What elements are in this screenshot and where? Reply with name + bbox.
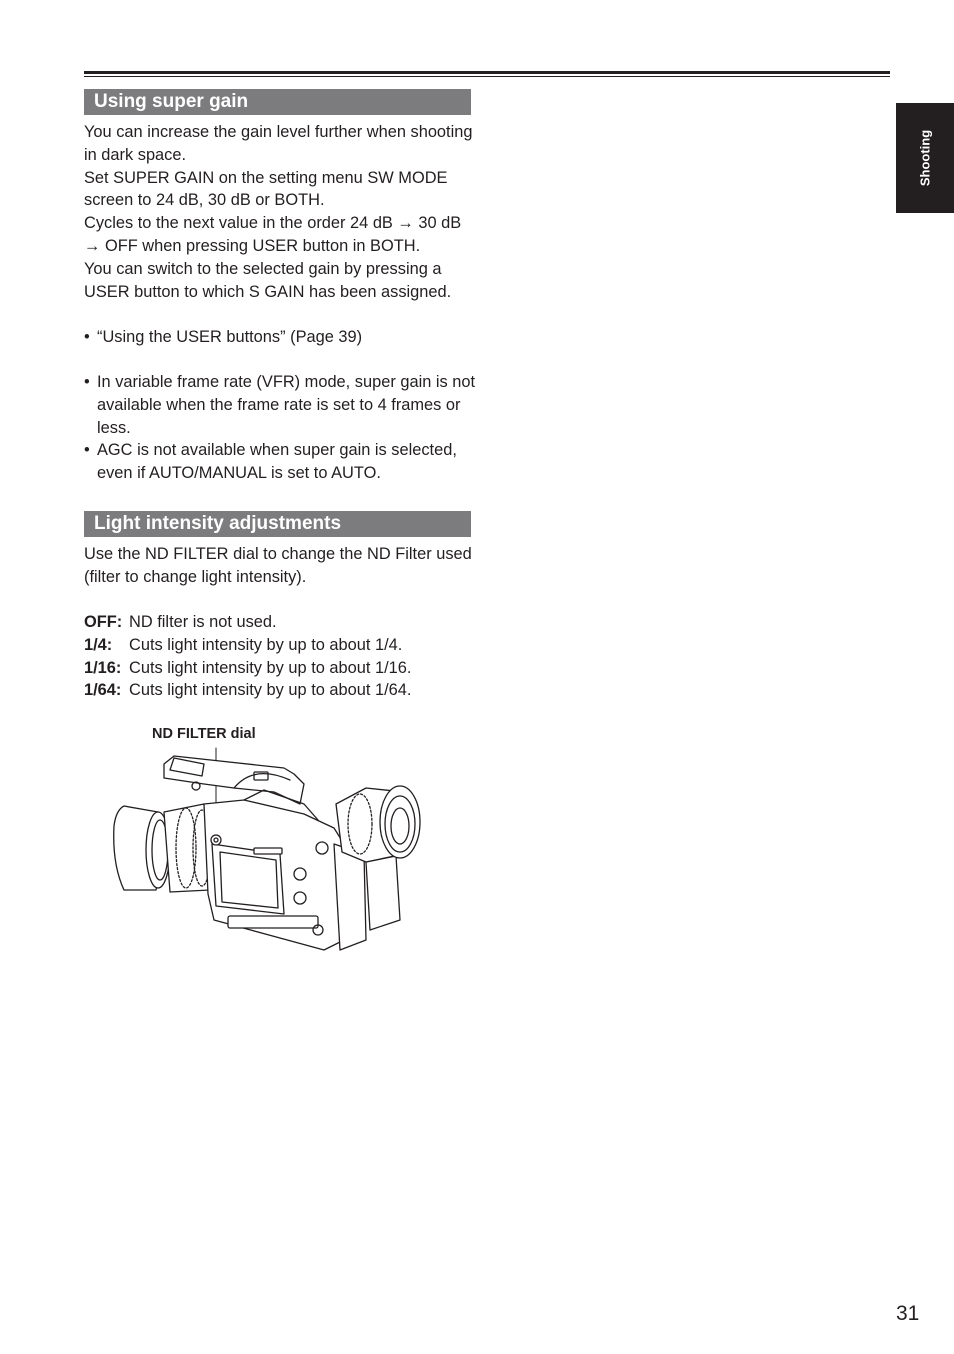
body-paragraph: Use the ND FILTER dial to change the ND Filter used (filter to change light intensity). <box>84 545 472 586</box>
setting-row <box>84 657 484 680</box>
chapter-tab <box>896 103 954 213</box>
super-gain-body <box>84 121 476 303</box>
setting-term: 1/16: <box>84 658 122 677</box>
setting-desc: Cuts light intensity by up to about 1/16. <box>129 658 412 677</box>
page-number: 31 <box>896 1302 920 1325</box>
note-item: • In variable frame rate (VFR) mode, super gain is not available when the frame rate is set to 4 frames or less. <box>84 371 476 439</box>
setting-term: 1/4: <box>84 635 113 654</box>
setting-desc: ND filter is not used. <box>129 613 277 631</box>
reference-list <box>84 326 476 349</box>
body-paragraph: Cycles to the next value in the order 24 dB → 30 dB → OFF when pressing USER button in BOTH. <box>84 214 462 255</box>
nd-filter-settings <box>84 611 484 702</box>
setting-term: 1/64: <box>84 681 122 700</box>
figure-callout-label: ND FILTER dial <box>152 726 256 742</box>
page-reference-link[interactable]: • “Using the USER buttons” (Page 39) <box>84 326 476 349</box>
setting-desc: Cuts light intensity by up to about 1/4. <box>129 635 403 654</box>
header-rule-thin <box>84 76 890 77</box>
section-heading-super-gain: Using super gain <box>84 89 471 115</box>
notes-list <box>84 371 476 485</box>
body-paragraph: Set SUPER GAIN on the setting menu SW MODE screen to 24 dB, 30 dB or BOTH. <box>84 168 448 210</box>
note-item: • AGC is not available when super gain is selected, even if AUTO/MANUAL is set to AUTO. <box>84 439 476 485</box>
body-paragraph: You can switch to the selected gain by pressing a USER button to which S GAIN has been assigned. <box>84 259 452 301</box>
chapter-tab-label: Shooting <box>917 129 933 187</box>
setting-row <box>84 611 484 634</box>
setting-desc: Cuts light intensity by up to about 1/64. <box>129 681 412 700</box>
setting-row <box>84 679 484 702</box>
body-paragraph: You can increase the gain level further when shooting in dark space. <box>84 123 473 164</box>
section-heading-light-intensity: Light intensity adjustments <box>84 511 471 537</box>
camcorder-illustration <box>104 744 449 956</box>
setting-row <box>84 634 484 657</box>
light-intensity-intro <box>84 543 476 589</box>
header-rule <box>84 71 890 74</box>
setting-term: OFF: <box>84 613 123 631</box>
